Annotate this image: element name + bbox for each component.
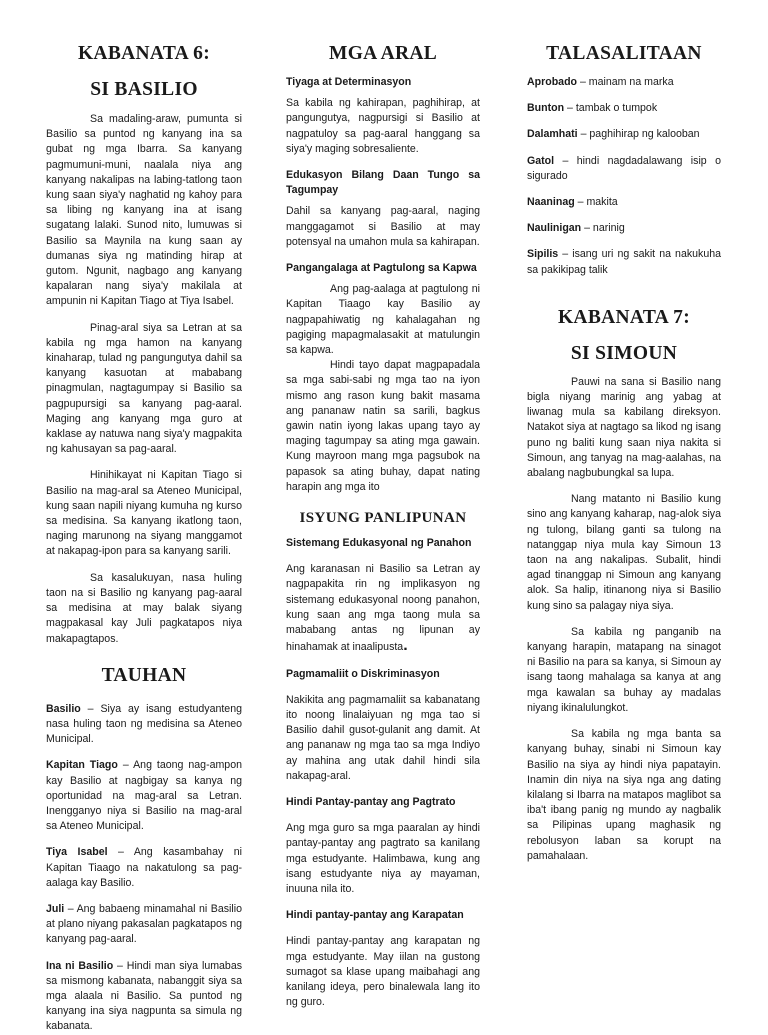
chapter-7-heading: KABANATA 7: xyxy=(557,306,691,328)
talasalitaan-heading: TALASALITAAN xyxy=(546,43,702,64)
issue-text: Nakikita ang pagmamaliit sa kabanatang ito noong linalaiyuan ng mga tao si Basilio dahil gusot-gulanit ang damit. At ang pananaw ng mga tao sa mga Indiyo ay mahina ang utak dahil hindi sila nakapag-aral. xyxy=(286,693,480,782)
glossary-term: Gatol xyxy=(527,154,555,167)
character-entry xyxy=(46,702,242,748)
issue-text: Hindi pantay-pantay ang karapatan ng mga estudyante. May iilan na gustong sumagot sa klase upang maibahagi ang kanilang ideya, pero binalewala lang ito ng guro. xyxy=(286,935,480,1009)
character-entry xyxy=(46,758,242,834)
glossary-definition: – makita xyxy=(574,196,618,209)
summary-paragraph: Hinihikayat ni Kapitan Tiago si Basilio na mag-aral sa Ateneo Municipal, kung saan napili niyang kumuha ng kurso sa medisina. Sa kanyang ikatlong taon, naging marunong na siyang manggamot at nakapag-ipon para sa kanyang sarili. xyxy=(46,469,242,558)
issue-subheading: Hindi Pantay-pantay ang Pagtrato xyxy=(286,795,456,808)
character-list xyxy=(46,702,242,1035)
glossary-definition: – narinig xyxy=(581,222,625,235)
glossary-entry xyxy=(527,101,721,116)
character-name: Ina ni Basilio xyxy=(46,959,114,972)
glossary-definition: – mainam na marka xyxy=(577,76,674,88)
character-entry xyxy=(46,902,242,948)
mga-aral-heading: MGA ARAL xyxy=(328,43,438,64)
glossary-term: Naaninag xyxy=(527,196,575,209)
glossary-term: Dalamhati xyxy=(527,128,578,141)
issue-subheading: Pagmamaliit o Diskriminasyon xyxy=(286,667,440,680)
chapter-6-title: SI BASILIO xyxy=(90,79,198,100)
glossary-term: Sipilis xyxy=(527,248,559,261)
chapter-7-title: SI SIMOUN xyxy=(570,342,678,364)
issue-text: Ang mga guro sa mga paaralan ay hindi pantay-pantay ang pagtrato sa kanilang mga estudyante. Halimbawa, kung ang isang estudyante niya ay mayaman, inuuna nila ito. xyxy=(286,822,480,895)
column-mga-aral xyxy=(286,40,480,1010)
issue-text xyxy=(286,562,480,655)
character-description: – Ang babaeng minamahal ni Basilio at plano niyang pakasalan pagkatapos ng kanyang pag-aaral. xyxy=(46,902,242,946)
character-description: – Ang kasambahay ni Kapitan Tiaago na nakatulong sa pag-aalaga kay Basilio. xyxy=(46,846,242,889)
lesson-text: Sa kabila ng kahirapan, paghihirap, at pangungutya, nagpursigi si Basilio at nagpatuloy sa pag-aaral hanggang sa siya'y maging sobresaliente. xyxy=(286,97,480,155)
glossary-definition: – tambak o tumpok xyxy=(564,102,658,115)
lesson-subheading: Pangangalaga at Pagtulong sa Kapwa xyxy=(286,262,477,275)
glossary-entry xyxy=(527,75,721,90)
lesson-subheading: Tiyaga at Determinasyon xyxy=(286,76,412,88)
issue-subheading: Hindi pantay-pantay ang Karapatan xyxy=(286,909,464,922)
character-description: – Ang taong nag-ampon kay Basilio at nagbigay sa kanya ng oportunidad na mag-aral sa Letran. Inengganyo niya si Basilio na mag-aral sa Ateneo Municipal. xyxy=(46,759,242,833)
summary-paragraph: Sa madaling-araw, pumunta si Basilio sa puntod ng kanyang ina sa gubat ng mga Ibarra. Sa kanyang pagmumuni-muni, naalala niya ang kanyang nakalipas na labing-tatlong taon kung saan siya'y naghatid ng kahoy para sa libing ng kanyang ina at isang sugatang lalaki. Sunod nito, lumuwas si Basilio sa Maynila na kung saan ay dumanas siya ng matinding hirap at gutom. Ngunit, nagbago ang kanyang kapalaran nang siya'y makilala at ampunin ni Kapitan Tiago at Tiya Isabel. xyxy=(46,113,242,308)
summary-paragraph: Sa kasalukuyan, nasa huling taon na si Basilio ng kanyang pag-aaral sa medisina at may balak siyang magpakasal kay Juli pagkatapos niya makapagtapos. xyxy=(46,571,242,645)
glossary-term: Bunton xyxy=(527,102,565,115)
lesson-text: Ang pag-aalaga at pagtulong ni Kapitan Tiaago kay Basilio ay nagpapahiwatig ng kahalagahan ng pagiging mapagmalasakit at matulungin sa kapwa. xyxy=(286,283,480,357)
glossary-definition: – hindi nagdadalawang isip o sigurado xyxy=(527,154,721,182)
lesson-text: Hindi tayo dapat magpapadala sa mga sabi-sabi ng mga tao na iyon mismo ang rason kung bakit masama ang pananaw natin sa sarili, bagkus gawin natin iyong lakas upang tayo ay maging tagumpay sa ating mga gawain. Kung mayroon mang mga pagsubok na papasok sa ating buhay, dapat nating harapin ang mga ito xyxy=(286,359,480,493)
issue-text-period: . xyxy=(403,637,408,655)
character-name: Kapitan Tiago xyxy=(46,759,118,772)
glossary-entry xyxy=(527,221,721,236)
chapter-7-paragraph: Sa kabila ng mga banta sa kanyang buhay, sinabi ni Simoun kay Basilio na siya ay hindi niya papatayin. Inamin din niya na siya nga ang dating kilalang si Ibarra na matapos maglibot sa iba't ibang panig ng mundo ay nagbalik sa Pilipinas upang maghasik ng rebolusyon laban sa korupt na pamahalaan. xyxy=(527,728,721,862)
glossary-list xyxy=(527,75,721,278)
lesson-text: Dahil sa kanyang pag-aaral, naging manggagamot si Basilio at may potensyal na umahon mula sa kahirapan. xyxy=(286,205,480,248)
glossary-definition: – paghihirap ng kalooban xyxy=(577,128,700,141)
chapter-6-heading: KABANATA 6: xyxy=(77,43,211,64)
glossary-term: Aprobado xyxy=(527,76,578,88)
summary-paragraph: Pinag-aral siya sa Letran at sa kabila ng mga hamon na kanyang kinaharap, tulad ng pangungutya dahil sa kanyang kasuotan at mababang pinagmulan, nagtagumpay si Basilio sa pagpupursigi sa kanyang pag-aaral. Maging ang kanyang mga guro at kaklase ay natuwa nang siya'y magpakita ng kahusayan sa pag-aaral. xyxy=(46,321,242,456)
glossary-term: Naulinigan xyxy=(527,222,582,235)
chapter-7-paragraph: Pauwi na sana si Basilio nang bigla niyang marinig ang yabag at liwanag mula sa kabilang direksyon. Natakot siya at nagtago sa likod ng isang puno ng baliti kung saan niya nakita si Simoun, ang tanyag na mag-aalahas, na abalang nagbubungkal sa lupa. xyxy=(527,375,721,480)
glossary-entry xyxy=(527,127,721,142)
chapter-7-paragraph: Sa kabila ng panganib na kanyang harapin, matapang na sinagot ni Basilio na para sa kanya, si Simoun ay isang taong mahalaga sa kanya at ang mga kawalan sa buhay ay madalas niyang ikinalulungkot. xyxy=(527,625,721,714)
chapter-7-paragraph: Nang matanto ni Basilio kung sino ang kanyang kaharap, nag-alok siya ng tulong, bilang ganti sa tulong na natanggap niya mula kay Simoun 13 taon na ang nakalipas. Subalit, hindi agad tinanggap ni Simoun ang kanyang alok. Sa halip, itinanong niya si Basilio kung sino sa palagay niya siya. xyxy=(527,493,721,612)
column-talasalitaan xyxy=(527,40,721,864)
glossary-entry xyxy=(527,247,721,277)
glossary-entry xyxy=(527,154,721,184)
tauhan-heading: TAUHAN xyxy=(101,664,187,686)
issue-subheading: Sistemang Edukasyonal ng Panahon xyxy=(286,537,472,550)
issue-text-body: Ang karanasan ni Basilio sa Letran ay nagpapakita rin ng implikasyon ng sistemang edukasyonal noong panahon, kung saan ang mga taong mula sa mababang antas ng lipunan ay hinahamak at inaalipusta xyxy=(286,563,480,654)
character-name: Tiya Isabel xyxy=(46,846,108,859)
lesson-subheading: Edukasyon Bilang Daan Tungo sa Tagumpay xyxy=(286,169,480,197)
character-entry xyxy=(46,845,242,891)
character-description: – Hindi man siya lumabas sa mismong kabanata, nabanggit siya sa mga alaala ni Basilio. Sa puntod ng kanyang ina siya nagpunta sa simula ng kabanata. xyxy=(46,959,243,1033)
character-entry xyxy=(46,959,242,1035)
glossary-entry xyxy=(527,195,721,210)
isyung-panlipunan-heading: ISYUNG PANLIPUNAN xyxy=(299,510,467,527)
character-name: Basilio xyxy=(46,702,81,715)
column-kabanata-6 xyxy=(46,40,242,1035)
character-name: Juli xyxy=(46,902,65,915)
glossary-definition: – isang uri ng sakit na nakukuha sa pakikipag talik xyxy=(527,248,721,276)
character-description: – Siya ay isang estudyanteng nasa huling taon ng medisina sa Ateneo Municipal. xyxy=(46,702,242,746)
